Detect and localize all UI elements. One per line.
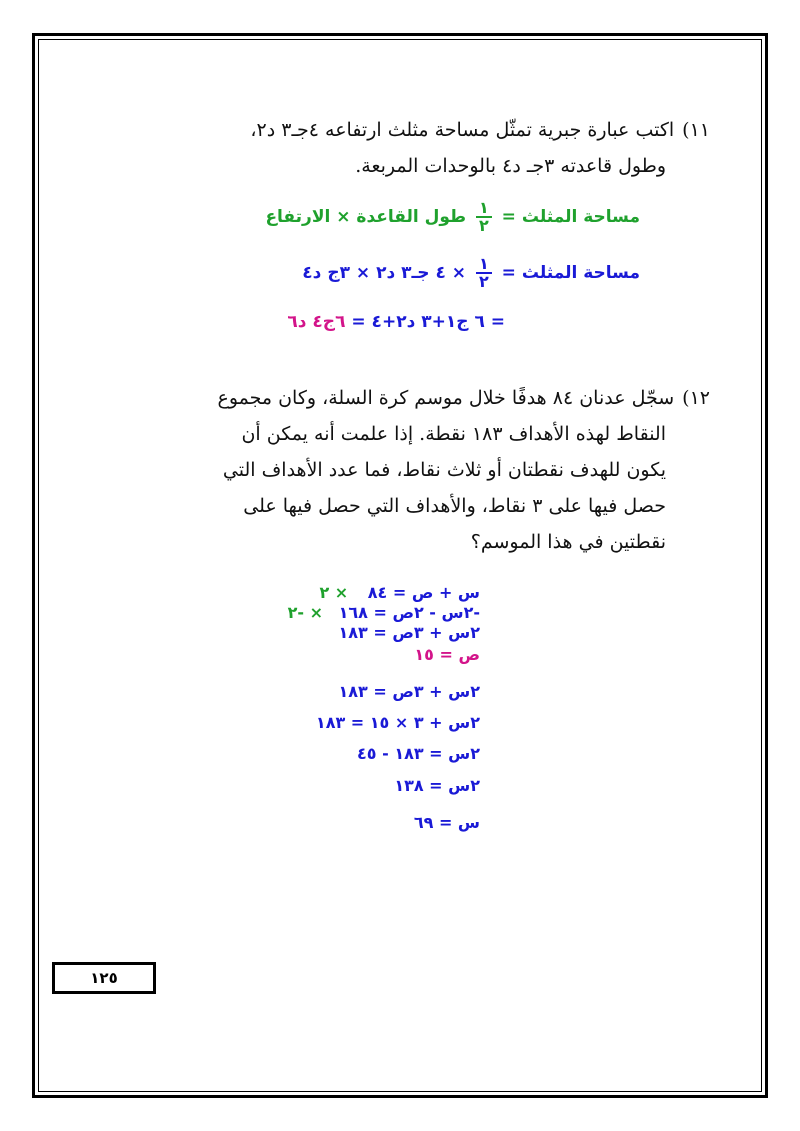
area-result-final: ٦ج٤ د٦ [287,312,346,332]
fraction-denominator: ٢ [478,272,489,291]
page-number: ١٢٥ [90,969,118,987]
equation-4: ص = ١٥ [414,645,480,664]
question-12-text-1: سجّل عدنان ٨٤ هدفًا خلال موسم كرة السلة، وكان مجموع [217,387,675,409]
page-border-inner [38,39,762,1092]
equation-2 [288,603,480,623]
equation-1 [319,583,480,603]
question-11-line-1 [250,112,710,148]
equation-6: ٢س + ٣ × ١٥ = ١٨٣ [315,713,480,732]
question-12-line-5: نقطتين في هذا الموسم؟ [470,531,666,553]
question-11-number: ١١) [682,119,710,141]
question-11-text-1: اكتب عبارة جبرية تمثّل مساحة مثلث ارتفاعه ٤جـ٣ د٢، [250,119,675,141]
half-fraction-2 [476,256,492,290]
question-11-line-2: وطول قاعدته ٣جـ د٤ بالوحدات المربعة. [355,155,666,177]
equation-3: ٢س + ٣ص = ١٨٣ [338,623,480,642]
fraction-numerator: ١ [476,256,492,274]
area-result [287,312,505,332]
fraction-numerator: ١ [476,200,492,218]
area-formula-right: طول القاعدة × الارتفاع [265,207,467,227]
area-result-prefix: = ٦ ج١+٣ د٢+٤ = [351,312,505,332]
equation-8: ٢س = ١٣٨ [394,776,480,795]
page-number-box [52,962,156,994]
question-12-number: ١٢) [682,387,710,409]
equation-2-multiplier: × -٢ [287,603,324,622]
equation-1-text: س + ص = ٨٤ [367,583,480,602]
area-substitution-left: مساحة المثلث = [501,263,640,283]
area-substitution [302,256,640,290]
equation-2-text: -٢س - ٢ص = ١٦٨ [338,603,480,622]
fraction-denominator: ٢ [478,216,489,235]
equation-7: ٢س = ١٨٣ - ٤٥ [357,744,480,763]
question-12-line-1 [217,380,710,416]
equation-9-text: س = ٦٩ [413,813,480,832]
equation-1-multiplier: × ٢ [319,583,349,602]
question-12-line-2: النقاط لهذه الأهداف ١٨٣ نقطة. إذا علمت أنه يمكن أن [241,423,666,445]
area-formula-left: مساحة المثلث = [501,207,640,227]
half-fraction [476,200,492,234]
equation-5: ٢س + ٣ص = ١٨٣ [338,682,480,701]
question-12-line-4: حصل فيها على ٣ نقاط، والأهداف التي حصل فيها على [243,495,666,517]
question-12-line-3: يكون للهدف نقطتان أو ثلاث نقاط، فما عدد الأهداف التي [222,459,666,481]
area-formula [265,200,640,234]
question-11 [250,112,710,184]
question-12 [217,380,710,560]
area-substitution-right: × ٤ جـ٣ د٢ × ٣ج د٤ [302,263,467,283]
equation-9 [414,813,480,833]
